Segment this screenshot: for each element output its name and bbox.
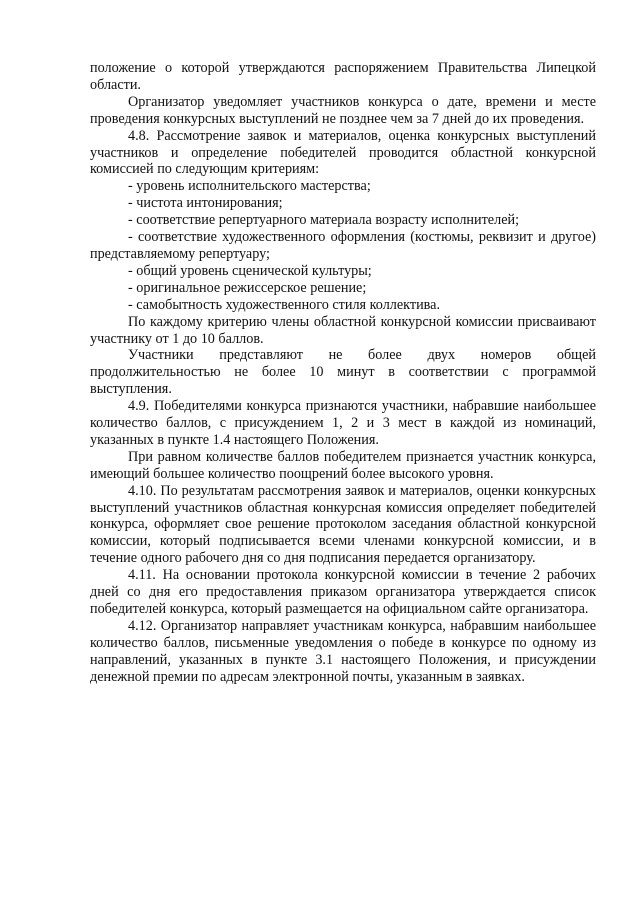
paragraph-continuation: положение о которой утверждаются распоряжением Правительства Липецкой области. <box>90 60 596 93</box>
criteria-item: - общий уровень сценической культуры; <box>128 262 372 279</box>
criteria-item: - соответствие репертуарного материала возрасту исполнителей; <box>128 212 520 229</box>
criteria-item: - уровень исполнительского мастерства; <box>128 178 371 195</box>
document-body <box>90 60 596 686</box>
criteria-item: - соответствие художественного оформления (костюмы, реквизит и другое) представляемому репертуару; <box>90 229 596 262</box>
paragraph-4-10: 4.10. По результатам рассмотрения заявок и материалов, оценки конкурсных выступлений участников областная конкурсная комиссия определяет победителей конкурса, оформляет свое решение протоколом заседания областной конкурсной комиссии, который подписывается всеми членами конкурсной комиссии, и в течение одного рабочего дня со дня подписания передается организатору. <box>90 482 596 567</box>
criteria-item: - оригинальное режиссерское решение; <box>128 279 367 296</box>
paragraph-performance-limit: Участники представляют не более двух номеров общей продолжительностью не более 10 минут в соответствии с программой выступления. <box>90 347 596 398</box>
paragraph-4-8: 4.8. Рассмотрение заявок и материалов, оценка конкурсных выступлений участников и определение победителей проводится областной конкурсной комиссией по следующим критериям: <box>90 127 596 178</box>
criteria-item: - самобытность художественного стиля коллектива. <box>128 296 441 313</box>
criteria-item: - чистота интонирования; <box>128 195 283 212</box>
paragraph-notification: Организатор уведомляет участников конкурса о дате, времени и месте проведения конкурсных выступлений не позднее чем за 7 дней до их проведения. <box>90 93 596 127</box>
paragraph-4-11: 4.11. На основании протокола конкурсной комиссии в течение 2 рабочих дней со дня его предоставления приказом организатора утверждается список победителей конкурса, который размещается на официальном сайте организатора. <box>90 567 596 617</box>
paragraph-tie-rule: При равном количестве баллов победителем признается участник конкурса, имеющий большее количество поощрений более высокого уровня. <box>90 448 596 482</box>
paragraph-4-12: 4.12. Организатор направляет участникам конкурса, набравшим наибольшее количество баллов, письменные уведомления о победе в конкурсе по одному из направлений, указанных в пункте 3.1 настоящего Положения, и присуждении денежной премии по адресам электронной почты, указанным в заявках. <box>90 617 596 685</box>
paragraph-4-9: 4.9. Победителями конкурса признаются участники, набравшие наибольшее количество баллов, с присуждением 1, 2 и 3 мест в каждой из номинаций, указанных в пункте 1.4 настоящего Положения. <box>90 398 596 448</box>
paragraph-scoring: По каждому критерию члены областной конкурсной комиссии присваивают участнику от 1 до 10 баллов. <box>90 313 596 347</box>
